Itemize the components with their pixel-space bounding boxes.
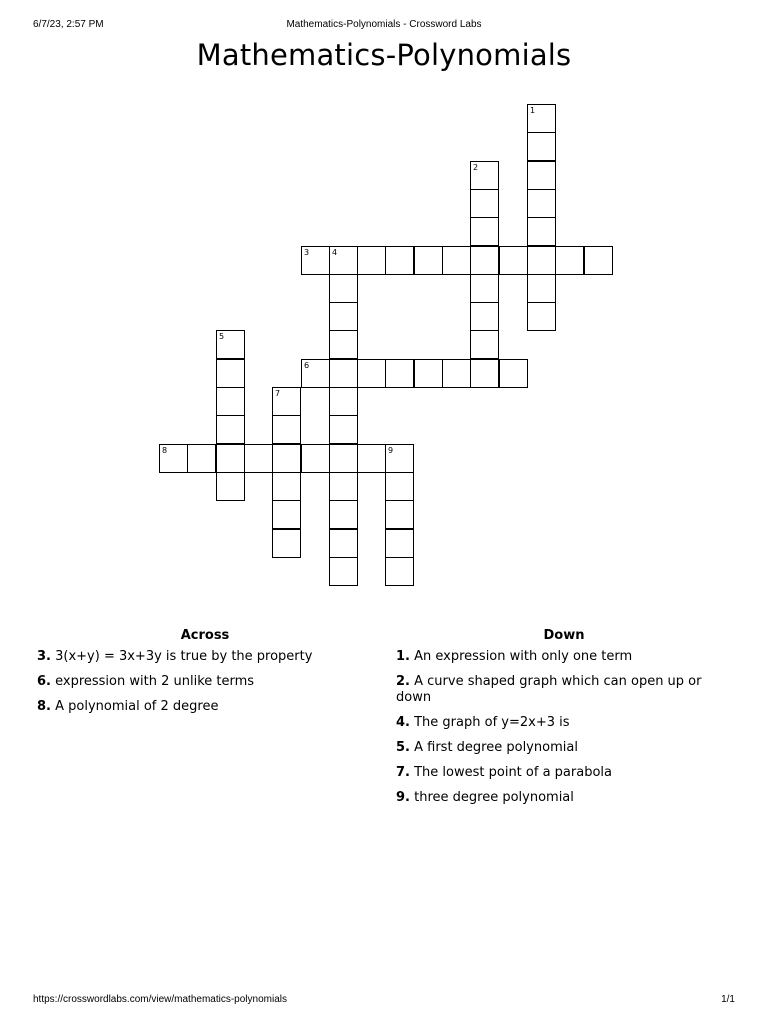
crossword-cell[interactable] xyxy=(244,444,273,473)
down-heading: Down xyxy=(543,628,585,643)
crossword-cell[interactable] xyxy=(470,161,499,190)
clue-number: 8. xyxy=(37,699,51,714)
clue-number-label: 5 xyxy=(219,332,225,341)
clue-number: 7. xyxy=(396,765,410,780)
crossword-cell[interactable] xyxy=(385,557,414,586)
crossword-cell[interactable] xyxy=(385,359,414,388)
across-clue xyxy=(37,674,373,690)
crossword-cell[interactable] xyxy=(272,387,301,416)
crossword-cell[interactable] xyxy=(527,161,556,190)
crossword-cell[interactable] xyxy=(329,529,358,558)
crossword-cell[interactable] xyxy=(272,415,301,444)
crossword-cell[interactable] xyxy=(301,246,330,275)
clue-text: An expression with only one term xyxy=(409,649,633,664)
down-clues xyxy=(396,628,732,815)
clue-number-label: 4 xyxy=(332,248,338,257)
clue-number-label: 9 xyxy=(388,446,394,455)
clue-text: A first degree polynomial xyxy=(409,740,578,755)
crossword-cell[interactable] xyxy=(216,472,245,501)
clue-number: 6. xyxy=(37,674,51,689)
crossword-cell[interactable] xyxy=(584,246,613,275)
crossword-cell[interactable] xyxy=(329,387,358,416)
clue-text: A curve shaped graph which can open up or down xyxy=(396,674,702,705)
crossword-cell[interactable] xyxy=(470,302,499,331)
crossword-cell[interactable] xyxy=(216,387,245,416)
crossword-cell[interactable] xyxy=(385,529,414,558)
crossword-cell[interactable] xyxy=(159,444,188,473)
crossword-cell[interactable] xyxy=(216,415,245,444)
crossword-cell[interactable] xyxy=(470,246,499,275)
print-footer xyxy=(0,994,768,1008)
crossword-cell[interactable] xyxy=(329,330,358,359)
crossword-cell[interactable] xyxy=(385,444,414,473)
crossword-cell[interactable] xyxy=(527,104,556,133)
crossword-cell[interactable] xyxy=(499,246,528,275)
crossword-cell[interactable] xyxy=(385,246,414,275)
crossword-cell[interactable] xyxy=(329,246,358,275)
crossword-cell[interactable] xyxy=(329,359,358,388)
crossword-cell[interactable] xyxy=(329,557,358,586)
crossword-cell[interactable] xyxy=(527,274,556,303)
crossword-cell[interactable] xyxy=(301,359,330,388)
clue-number-label: 6 xyxy=(304,361,310,370)
crossword-cell[interactable] xyxy=(442,246,471,275)
crossword-cell[interactable] xyxy=(301,444,330,473)
clue-text: three degree polynomial xyxy=(409,790,574,805)
crossword-cell[interactable] xyxy=(329,472,358,501)
clue-text: expression with 2 unlike terms xyxy=(50,674,255,689)
clue-number-label: 3 xyxy=(304,248,310,257)
down-clue xyxy=(396,765,732,781)
crossword-cell[interactable] xyxy=(499,359,528,388)
crossword-cell[interactable] xyxy=(414,359,443,388)
down-clue xyxy=(396,674,732,706)
crossword-cell[interactable] xyxy=(216,330,245,359)
clue-text: The lowest point of a parabola xyxy=(409,765,612,780)
crossword-cell[interactable] xyxy=(329,274,358,303)
clue-number-label: 8 xyxy=(162,446,168,455)
crossword-cell[interactable] xyxy=(329,444,358,473)
crossword-cell[interactable] xyxy=(470,359,499,388)
clue-text: A polynomial of 2 degree xyxy=(50,699,219,714)
crossword-cell[interactable] xyxy=(329,500,358,529)
crossword-cell[interactable] xyxy=(527,132,556,161)
crossword-cell[interactable] xyxy=(385,472,414,501)
across-heading: Across xyxy=(180,628,230,643)
crossword-cell[interactable] xyxy=(385,500,414,529)
print-datetime: 6/7/23, 2:57 PM xyxy=(33,19,104,30)
crossword-cell[interactable] xyxy=(357,246,386,275)
crossword-cell[interactable] xyxy=(187,444,216,473)
crossword-cell[interactable] xyxy=(216,359,245,388)
crossword-cell[interactable] xyxy=(357,359,386,388)
crossword-cell[interactable] xyxy=(414,246,443,275)
crossword-cell[interactable] xyxy=(527,246,556,275)
crossword-cell[interactable] xyxy=(527,302,556,331)
crossword-cell[interactable] xyxy=(470,274,499,303)
clue-number-label: 2 xyxy=(473,163,479,172)
clue-number: 9. xyxy=(396,790,410,805)
crossword-cell[interactable] xyxy=(555,246,584,275)
crossword-cell[interactable] xyxy=(527,189,556,218)
down-clue xyxy=(396,715,732,731)
clue-number: 3. xyxy=(37,649,51,664)
crossword-cell[interactable] xyxy=(470,189,499,218)
crossword-cell[interactable] xyxy=(329,415,358,444)
across-clue xyxy=(37,649,373,665)
crossword-cell[interactable] xyxy=(527,217,556,246)
down-clue xyxy=(396,649,732,665)
crossword-cell[interactable] xyxy=(470,217,499,246)
crossword-cell[interactable] xyxy=(216,444,245,473)
clue-number: 1. xyxy=(396,649,410,664)
crossword-cell[interactable] xyxy=(272,500,301,529)
across-clue xyxy=(37,699,373,715)
down-clue xyxy=(396,790,732,806)
down-clue xyxy=(396,740,732,756)
clue-number: 2. xyxy=(396,674,410,689)
crossword-cell[interactable] xyxy=(442,359,471,388)
clue-text: The graph of y=2x+3 is xyxy=(409,715,570,730)
print-page-number: 1/1 xyxy=(721,994,735,1005)
crossword-cell[interactable] xyxy=(470,330,499,359)
page-title: Mathematics-Polynomials xyxy=(196,38,572,72)
crossword-cell[interactable] xyxy=(272,472,301,501)
clue-number: 5. xyxy=(396,740,410,755)
clue-number: 4. xyxy=(396,715,410,730)
crossword-cell[interactable] xyxy=(357,444,386,473)
clue-text: 3(x+y) = 3x+3y is true by the property xyxy=(50,649,313,664)
crossword-cell[interactable] xyxy=(272,444,301,473)
crossword-cell[interactable] xyxy=(272,529,301,558)
print-doc-title: Mathematics-Polynomials - Crossword Labs xyxy=(286,19,482,30)
clue-number-label: 7 xyxy=(275,389,281,398)
print-url: https://crosswordlabs.com/view/mathematics-polynomials xyxy=(33,994,287,1005)
clue-number-label: 1 xyxy=(530,106,536,115)
crossword-cell[interactable] xyxy=(329,302,358,331)
across-clues xyxy=(37,628,373,724)
